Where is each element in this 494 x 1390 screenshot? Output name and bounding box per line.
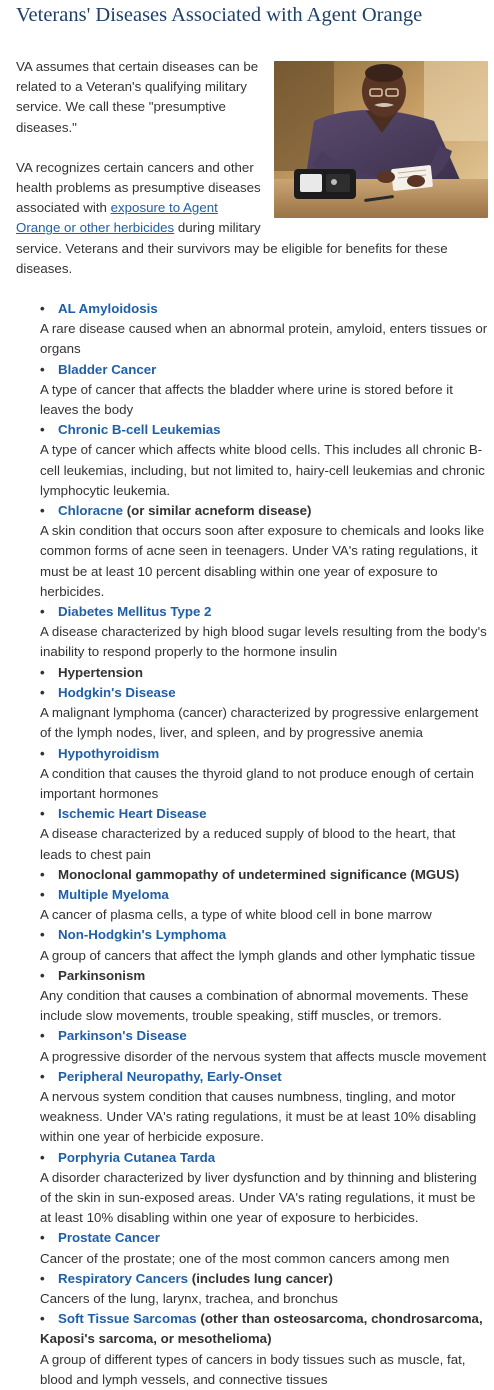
- disease-item: [40, 1026, 488, 1066]
- bullet-icon: •: [40, 1311, 45, 1327]
- disease-link[interactable]: Chronic B-cell Leukemias: [58, 422, 221, 438]
- bullet-icon: •: [40, 422, 45, 438]
- disease-description: A malignant lymphoma (cancer) characterized by progressive enlargement of the lymph nodes, liver, and spleen, and by progressive anemia: [40, 705, 479, 741]
- intro-paragraph-2-lead: VA recognizes certain cancers and other health problems as presumptive diseases associated with: [16, 159, 261, 216]
- disease-link[interactable]: Bladder Cancer: [58, 361, 157, 377]
- disease-item: [40, 1148, 488, 1229]
- disease-heading: [40, 663, 488, 683]
- disease-link[interactable]: Hypothyroidism: [58, 745, 160, 761]
- disease-item: [40, 925, 488, 965]
- disease-item: [40, 1228, 488, 1268]
- disease-item: [40, 885, 488, 925]
- intro-paragraph-1: VA assumes that certain diseases can be related to a Veteran's qualifying military service. We call these "presumptive diseases.": [16, 59, 259, 135]
- disease-link[interactable]: Diabetes Mellitus Type 2: [58, 604, 212, 620]
- disease-heading: [40, 865, 488, 885]
- bullet-icon: •: [40, 967, 45, 983]
- disease-description: A rare disease caused when an abnormal protein, amyloid, enters tissues or organs: [40, 321, 488, 357]
- disease-description: A type of cancer which affects white blood cells. This includes all chronic B-cell leukemias, including, but not limited to, hairy-cell leukemias and chronic lymphocytic leukemia.: [40, 442, 485, 498]
- disease-description: A group of cancers that affect the lymph glands and other lymphatic tissue: [40, 947, 476, 963]
- disease-item: [40, 602, 488, 663]
- disease-link[interactable]: Soft Tissue Sarcomas: [58, 1311, 197, 1327]
- disease-description: A nervous system condition that causes numbness, tingling, and motor weakness. Under VA's rating regulations, it must be at least 10% disabling within one year of herbicide exposure.: [40, 1088, 477, 1145]
- bullet-icon: •: [40, 301, 45, 317]
- bullet-icon: •: [40, 745, 45, 761]
- disease-item: [40, 420, 488, 501]
- disease-name: Hypertension: [58, 664, 143, 680]
- bullet-icon: •: [40, 1270, 45, 1286]
- disease-link[interactable]: Multiple Myeloma: [58, 886, 169, 902]
- disease-name: Parkinsonism: [58, 967, 146, 983]
- disease-heading: [40, 1269, 488, 1289]
- disease-item: [40, 360, 488, 421]
- disease-item: [40, 501, 488, 602]
- disease-description: A type of cancer that affects the bladder where urine is stored before it leaves the body: [40, 381, 453, 418]
- disease-heading: [40, 804, 488, 824]
- bullet-icon: •: [40, 361, 45, 377]
- page-title: Veterans' Diseases Associated with Agent Orange: [16, 4, 423, 26]
- disease-link[interactable]: AL Amyloidosis: [58, 301, 158, 317]
- bullet-icon: •: [40, 664, 45, 680]
- disease-link[interactable]: Peripheral Neuropathy, Early-Onset: [58, 1068, 282, 1084]
- disease-name: Monoclonal gammopathy of undetermined significance (MGUS): [58, 866, 460, 882]
- bullet-icon: •: [40, 886, 45, 902]
- disease-description: A disease characterized by high blood sugar levels resulting from the body's inability to respond properly to the hormone insulin: [40, 624, 487, 660]
- disease-item: [40, 299, 488, 360]
- disease-qualifier: (other than osteosarcoma, chondrosarcoma, Kaposi's sarcoma, or mesothelioma): [40, 1311, 483, 1347]
- disease-heading: [40, 1026, 488, 1046]
- intro-paragraph-2-tail: during military service. Veterans and their survivors may be eligible for benefits for these diseases.: [16, 220, 448, 276]
- disease-link[interactable]: Porphyria Cutanea Tarda: [58, 1149, 216, 1165]
- disease-item: [40, 865, 488, 885]
- bullet-icon: •: [40, 1230, 45, 1246]
- bullet-icon: •: [40, 1068, 45, 1084]
- bullet-icon: •: [40, 604, 45, 620]
- bullet-icon: •: [40, 1149, 45, 1165]
- disease-description: A disease characterized by a reduced supply of blood to the heart, that leads to chest pain: [40, 826, 456, 862]
- disease-heading: [40, 683, 488, 703]
- agent-orange-exposure-link[interactable]: exposure to Agent Orange or other herbicides: [16, 200, 218, 236]
- disease-link[interactable]: Respiratory Cancers: [58, 1270, 189, 1286]
- disease-description: A group of different types of cancers in body tissues such as muscle, fat, blood and lymph vessels, and connective tissues: [40, 1351, 466, 1387]
- disease-description: A progressive disorder of the nervous system that affects muscle movement: [40, 1048, 487, 1064]
- disease-item: [40, 663, 488, 683]
- disease-heading: [40, 501, 488, 521]
- disease-heading: [40, 420, 488, 440]
- disease-description: Any condition that causes a combination of abnormal movements. These include slow movements, trouble speaking, stiff muscles, or tremors.: [40, 987, 469, 1024]
- disease-description: Cancers of the lung, larynx, trachea, and bronchus: [40, 1290, 338, 1306]
- disease-description: A condition that causes the thyroid gland to not produce enough of certain important hormones: [40, 765, 474, 801]
- disease-item: [40, 744, 488, 805]
- disease-item: [40, 1269, 488, 1309]
- photo-man-glucose-meter: [274, 61, 488, 218]
- disease-heading: [40, 602, 488, 622]
- disease-heading: [40, 885, 488, 905]
- disease-item: [40, 804, 488, 865]
- bullet-icon: •: [40, 503, 45, 519]
- intro-section: [16, 57, 488, 279]
- disease-link[interactable]: Prostate Cancer: [58, 1230, 160, 1246]
- disease-description: A cancer of plasma cells, a type of white blood cell in bone marrow: [40, 907, 432, 923]
- disease-heading: [40, 1309, 488, 1349]
- disease-description: A skin condition that occurs soon after exposure to chemicals and looks like common forms of acne seen in teenagers. Under VA's rating regulations, it must be at least 10 percent disabling within one year of exposure to herbicides.: [40, 523, 485, 599]
- disease-description: A disorder characterized by liver dysfunction and by thinning and blistering of the skin in sun-exposed areas. Under VA's rating regulations, it must be at least 10% disabling within one year of exposure to herbicides.: [40, 1169, 477, 1226]
- disease-heading: [40, 299, 488, 319]
- bullet-icon: •: [40, 684, 45, 700]
- disease-heading: [40, 1228, 488, 1248]
- disease-heading: [40, 744, 488, 764]
- disease-heading: [40, 360, 488, 380]
- disease-heading: [40, 1067, 488, 1087]
- bullet-icon: •: [40, 806, 45, 822]
- disease-qualifier: (includes lung cancer): [188, 1270, 333, 1286]
- disease-heading: [40, 1148, 488, 1168]
- disease-description: Cancer of the prostate; one of the most common cancers among men: [40, 1250, 450, 1266]
- disease-link[interactable]: Ischemic Heart Disease: [58, 806, 207, 822]
- disease-link[interactable]: Parkinson's Disease: [58, 1028, 187, 1044]
- bullet-icon: •: [40, 927, 45, 943]
- disease-list: [16, 299, 488, 1390]
- disease-link[interactable]: Non-Hodgkin's Lymphoma: [58, 927, 227, 943]
- disease-heading: [40, 925, 488, 945]
- disease-link[interactable]: Hodgkin's Disease: [58, 684, 176, 700]
- disease-item: [40, 966, 488, 1027]
- disease-item: [40, 683, 488, 744]
- disease-link[interactable]: Chloracne: [58, 503, 124, 519]
- bullet-icon: •: [40, 866, 45, 882]
- disease-item: [40, 1067, 488, 1148]
- disease-qualifier: (or similar acneform disease): [123, 503, 312, 519]
- disease-heading: [40, 966, 488, 986]
- bullet-icon: •: [40, 1028, 45, 1044]
- disease-item: [40, 1309, 488, 1390]
